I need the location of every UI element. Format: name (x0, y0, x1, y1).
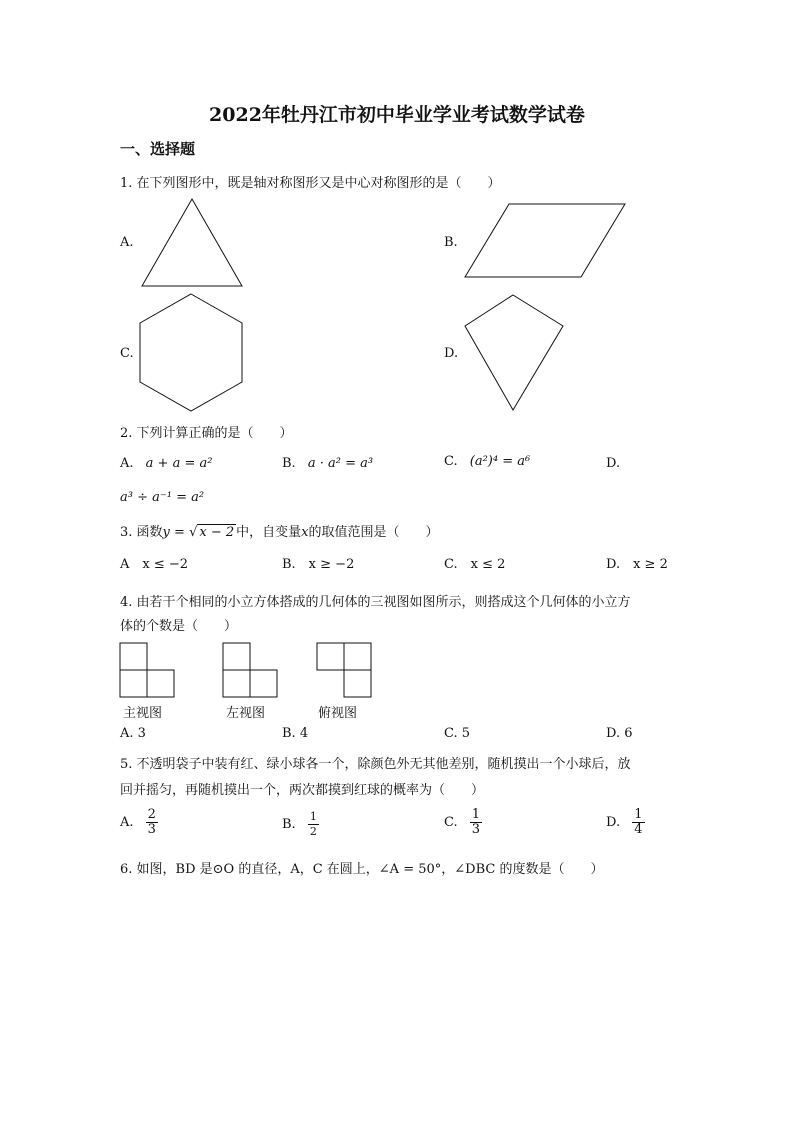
q4-stem-line2: 体的个数是（ ） (120, 619, 238, 634)
q5-d-numerator: 1 (634, 807, 643, 822)
q5-option-b[interactable] (282, 810, 319, 839)
q5-b-numerator: 1 (309, 810, 317, 823)
q5-d-denominator: 4 (634, 822, 643, 837)
q4-option-b[interactable]: B. 4 (282, 726, 309, 741)
q5-c-numerator: 1 (471, 807, 481, 822)
q4-option-d[interactable]: D. 6 (606, 726, 633, 741)
section-heading: 一、选择题 (120, 140, 196, 158)
q4-option-a[interactable]: A. 3 (120, 726, 146, 741)
q5-option-b-label: B. (282, 817, 296, 832)
parallelogram-icon (463, 203, 627, 279)
q2-option-c-expr: (a²)⁴ = a⁶ (469, 454, 531, 469)
q2-option-a[interactable] (120, 456, 212, 471)
q1-option-d-label[interactable]: D. (444, 346, 459, 361)
q2-option-c[interactable] (444, 454, 530, 469)
q5-c-denominator: 3 (471, 822, 481, 837)
q2-option-a-label: A. (120, 456, 134, 471)
q5-option-c-label: C. (444, 815, 458, 830)
q1-option-a-label[interactable]: A. (120, 235, 134, 250)
q1-option-b-label[interactable]: B. (444, 235, 458, 250)
q3-stem-end: 的取值范围是（ ） (308, 525, 439, 540)
q5-a-numerator: 2 (147, 807, 156, 822)
q2-option-c-label: C. (444, 454, 458, 469)
q2-option-b[interactable] (282, 456, 373, 471)
front-view-caption: 主视图 (123, 706, 163, 721)
q5-stem-line1: 5. 不透明袋子中装有红、绿小球各一个，除颜色外无其他差别，随机摸出一个小球后，放 (120, 757, 631, 772)
q2-option-d-label[interactable]: D. (606, 456, 621, 471)
q5-b-denominator: 2 (309, 825, 317, 838)
q3-stem-var: x (301, 525, 309, 540)
q3-option-a[interactable]: A x ≤ −2 (120, 557, 189, 572)
kite-icon (463, 294, 565, 412)
q5-a-denominator: 3 (147, 822, 156, 837)
q1-stem: 1. 在下列图形中，既是轴对称图形又是中心对称图形的是（ ） (120, 176, 501, 191)
q1-option-c-label[interactable]: C. (120, 346, 134, 361)
q3-option-b[interactable]: B. x ≥ −2 (282, 557, 355, 572)
q6-stem: 6. 如图，BD 是⊙O 的直径，A，C 在圆上，∠A = 50°，∠DBC 的度数是（ ） (120, 862, 604, 877)
q5-option-a-fraction (146, 808, 158, 837)
q5-option-a-label: A. (120, 815, 134, 830)
top-view-caption: 俯视图 (318, 706, 358, 721)
sqrt-icon: √ (189, 525, 198, 540)
q3-stem-y: y (162, 525, 170, 540)
q3-stem-prefix: 3. 函数 (120, 525, 163, 540)
q2-option-a-expr: a + a = a² (145, 456, 213, 471)
q5-option-c-fraction (470, 808, 482, 837)
triangle-icon (140, 198, 244, 288)
page-title: 2022年牡丹江市初中毕业学业考试数学试卷 (209, 104, 585, 126)
q3-stem-eq: = (169, 525, 190, 540)
q2-option-b-label: B. (282, 456, 296, 471)
q4-stem-line1: 4. 由若干个相同的小立方体搭成的几何体的三视图如图所示，则搭成这个几何体的小立方 (120, 595, 631, 610)
q3-radicand: x − 2 (199, 525, 235, 540)
hexagon-icon (138, 293, 244, 413)
q2-option-b-expr: a · a² = a³ (307, 456, 374, 471)
q5-option-c[interactable] (444, 808, 482, 837)
q5-option-b-fraction (308, 810, 319, 839)
q5-option-d-label: D. (606, 815, 621, 830)
q5-option-a[interactable] (120, 808, 158, 837)
q5-option-d-fraction (632, 808, 644, 837)
q5-stem-line2: 回并摇匀，再随机摸出一个，两次都摸到红球的概率为（ ） (120, 783, 485, 798)
q4-option-c[interactable]: C. 5 (444, 726, 471, 741)
left-view-caption: 左视图 (226, 706, 266, 721)
left-view-icon (222, 642, 280, 698)
q2-option-d-expr[interactable]: a³ ÷ a⁻¹ = a² (120, 490, 205, 505)
front-view-icon (119, 642, 177, 698)
q3-stem-suffix: 中，自变量 (236, 525, 302, 540)
q3-option-d[interactable]: D. x ≥ 2 (606, 557, 668, 572)
q3-option-c[interactable]: C. x ≤ 2 (444, 557, 506, 572)
q3-stem (120, 521, 439, 540)
top-view-icon (316, 642, 374, 698)
q5-option-d[interactable] (606, 808, 645, 837)
q2-stem: 2. 下列计算正确的是（ ） (120, 426, 293, 441)
